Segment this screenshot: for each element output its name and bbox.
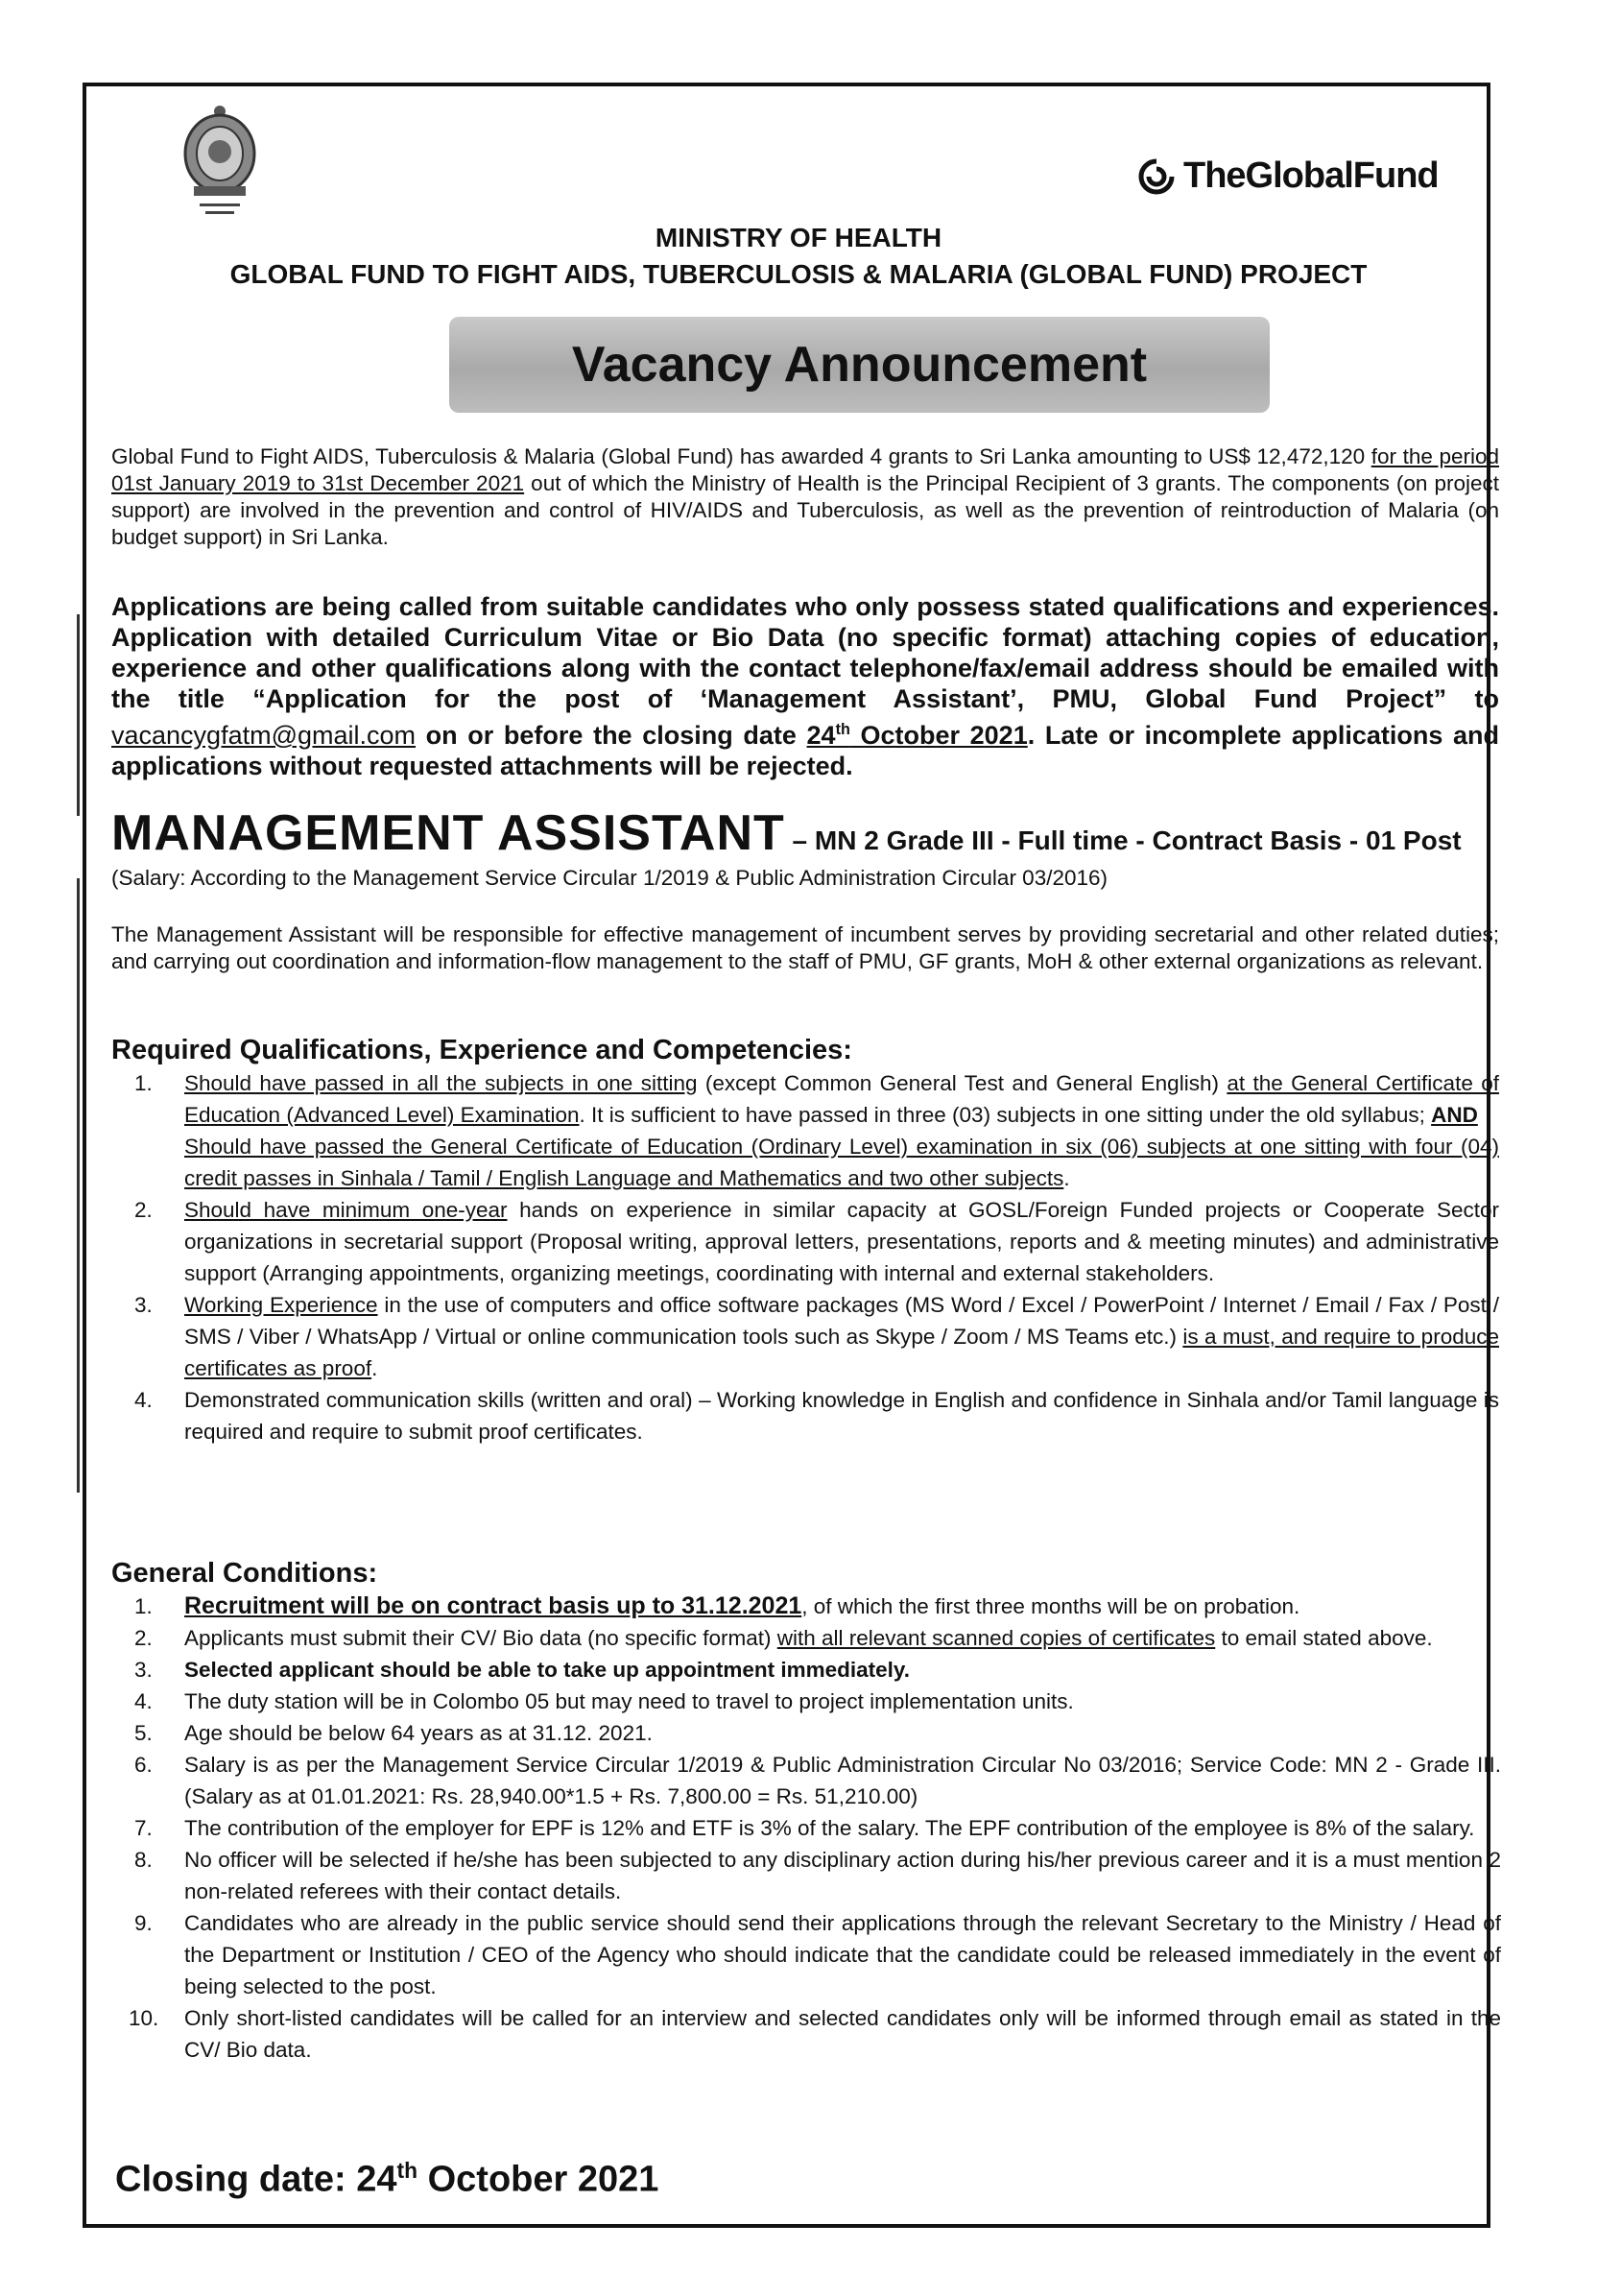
item-number: 3. <box>134 1658 153 1682</box>
condition-item <box>111 1686 1501 1717</box>
q1-text-c: . <box>1063 1166 1070 1190</box>
q3-underline-b: is a must, and require to produce certificates as proof <box>184 1325 1499 1380</box>
c2-text-b: to email stated above. <box>1215 1626 1433 1650</box>
qualification-item <box>111 1289 1499 1384</box>
q1-and: AND <box>1431 1103 1478 1127</box>
c9-text: Candidates who are already in the public service should send their applications through the relevant Secretary to the Ministry / Head of the Department or Institution / CEO of the Agency who should indicate that the candidate could be released immediately in the event of being selected to the post. <box>184 1911 1501 1998</box>
condition-item <box>111 1749 1501 1812</box>
c10-text: Only short-listed candidates will be called for an interview and selected candidates only will be informed through email as stated in the CV/ Bio data. <box>184 2006 1501 2062</box>
post-title-main: MANAGEMENT ASSISTANT <box>111 805 785 861</box>
conditions-heading: General Conditions: <box>111 1558 378 1589</box>
c2-text-a: Applicants must submit their CV/ Bio data (no specific format) <box>184 1626 777 1650</box>
q3-underline-a: Working Experience <box>184 1293 378 1317</box>
item-number: 10. <box>129 2006 159 2030</box>
qualification-item <box>111 1067 1499 1194</box>
condition-item <box>111 1812 1501 1844</box>
item-number: 6. <box>134 1753 153 1777</box>
application-text-c: . Late or incomplete applications and applications without requested attachments will be rejected. <box>111 721 1500 780</box>
c1-bold-underline: Recruitment will be on contract basis up to 31.12.2021 <box>184 1592 802 1619</box>
condition-item <box>111 2002 1501 2066</box>
vacancy-banner-text: Vacancy Announcement <box>571 337 1148 393</box>
closing-label: Closing date: <box>115 2159 357 2200</box>
post-title-sub: – MN 2 Grade III - Full time - Contract Basis - 01 Post <box>784 825 1462 855</box>
vacancy-banner <box>449 317 1270 413</box>
application-email-link[interactable]: vacancygfatm@gmail.com <box>111 721 417 750</box>
c1-text: , of which the first three months will be on probation. <box>801 1594 1300 1618</box>
qualifications-list <box>111 1067 1499 1447</box>
scan-edge-mark <box>77 614 80 816</box>
global-fund-logo <box>1137 155 1439 197</box>
post-salary: (Salary: According to the Management Service Circular 1/2019 & Public Administration Circular 03/2016) <box>111 866 1108 890</box>
item-number: 7. <box>134 1816 153 1840</box>
intro-text-b: out of which the Ministry of Health is the Principal Recipient of 3 grants. The components (on project support) are involved in the prevention and control of HIV/AIDS and Tuberculosis, as well as the prevention of reintroduction of Malaria (on budget support) in Sri Lanka. <box>111 471 1499 549</box>
item-number: 2. <box>134 1626 153 1650</box>
condition-item <box>111 1907 1501 2002</box>
c3-bold: Selected applicant should be able to take up appointment immediately. <box>184 1658 910 1682</box>
global-fund-swirl-icon <box>1137 157 1176 196</box>
q1-underline-b: at the General Certificate of Education (Advanced Level) Examination <box>184 1071 1499 1127</box>
intro-paragraph <box>111 443 1499 551</box>
condition-item <box>111 1717 1501 1749</box>
application-deadline <box>807 721 1028 750</box>
qualification-item <box>111 1194 1499 1289</box>
item-number: 4. <box>134 1388 153 1412</box>
deadline-rest: October 2021 <box>849 721 1028 750</box>
global-fund-logo-text: TheGlobalFund <box>1183 155 1439 196</box>
item-number: 5. <box>134 1721 153 1745</box>
item-number: 1. <box>134 1594 153 1618</box>
item-number: 8. <box>134 1848 153 1872</box>
item-number: 9. <box>134 1911 153 1935</box>
c5-text: Age should be below 64 years as at 31.12. 2021. <box>184 1721 653 1745</box>
deadline-day: 24 <box>806 721 836 750</box>
q2-underline: Should have minimum one-year <box>184 1198 508 1222</box>
c4-text: The duty station will be in Colombo 05 but may need to travel to project implementation units. <box>184 1689 1074 1713</box>
application-text-a: Applications are being called from suitable candidates who only possess stated qualifications and experiences. Application with detailed Curriculum Vitae or Bio Data (no specific format) attaching copies of education, experience and other qualifications along with the contact telephone/fax/email address should be emailed with the title “Application for the post of ‘Management Assistant’, PMU, Global Fund Project” to <box>111 592 1499 713</box>
condition-item <box>111 1590 1501 1622</box>
condition-item <box>111 1654 1501 1686</box>
closing-sup: th <box>396 2158 418 2183</box>
q2-text: hands on experience in similar capacity at GOSL/Foreign Funded projects or Cooperate Sector organizations in secretarial support (Proposal writing, approval letters, presentations, reports and & meeting minutes) and administrative support (Arranging appointments, organizing meetings, coordinating with internal and external stakeholders. <box>184 1198 1499 1285</box>
closing-rest: October 2021 <box>417 2159 659 2200</box>
item-number: 3. <box>134 1293 153 1317</box>
item-number: 2. <box>134 1198 153 1222</box>
intro-period: for the period 01st January 2019 to 31st December 2021 <box>111 444 1499 495</box>
c8-text: No officer will be selected if he/she has been subjected to any disciplinary action during his/her previous career and it is a must mention 2 non-related referees with their contact details. <box>184 1848 1501 1903</box>
qualification-item <box>111 1384 1499 1447</box>
c6-text: Salary is as per the Management Service Circular 1/2019 & Public Administration Circular No 03/2016; Service Code: MN 2 - Grade III. (Salary as at 01.01.2021: Rs. 28,940.00*1.5 + Rs. 7,800.00 = Rs. 51,210.00) <box>184 1753 1501 1808</box>
intro-text-a: Global Fund to Fight AIDS, Tuberculosis & Malaria (Global Fund) has awarded 4 grants to Sri Lanka amounting to US$ 12,472,120 <box>111 444 1371 468</box>
application-text-b: on or before the closing date <box>416 721 807 750</box>
item-number: 1. <box>134 1071 153 1095</box>
deadline-sup: th <box>835 721 850 738</box>
c2-underline: with all relevant scanned copies of certificates <box>776 1626 1216 1650</box>
q3-text-a: in the use of computers and office software packages (MS Word / Excel / PowerPoint / Internet / Email / Fax / Post / SMS / Viber / WhatsApp / Virtual or online communication tools such as Skype / Zoom / MS Teams etc.) <box>184 1293 1500 1349</box>
item-number: 4. <box>134 1689 153 1713</box>
application-paragraph <box>111 591 1499 781</box>
post-title <box>111 804 1462 862</box>
sri-lanka-emblem-icon <box>180 98 259 225</box>
condition-item <box>111 1844 1501 1907</box>
project-heading: GLOBAL FUND TO FIGHT AIDS, TUBERCULOSIS & MALARIA (GLOBAL FUND) PROJECT <box>229 259 1368 289</box>
q1-underline-c: Should have passed the General Certificate of Education (Ordinary Level) examination in six (06) subjects at one sitting with four (04) credit passes in Sinhala / Tamil / English Language and Mathematics and two other subjects <box>184 1135 1499 1190</box>
q1-text-a: (except Common General Test and General English) <box>697 1071 1228 1095</box>
ministry-heading: MINISTRY OF HEALTH <box>655 223 942 252</box>
q3-text-b: . <box>371 1356 378 1380</box>
condition-item <box>111 1622 1501 1654</box>
scan-edge-mark <box>77 878 80 1493</box>
closing-date <box>115 2158 658 2201</box>
conditions-list <box>111 1590 1501 2066</box>
post-description: The Management Assistant will be responsible for effective management of incumbent serves by providing secretarial and other related duties; and carrying out coordination and information-flow management to the staff of PMU, GF grants, MoH & other external organizations as relevant. <box>111 922 1499 973</box>
q1-underline-a: Should have passed in all the subjects in one sitting <box>184 1071 698 1095</box>
qualifications-heading: Required Qualifications, Experience and Competencies: <box>111 1035 852 1065</box>
c7-text: The contribution of the employer for EPF is 12% and ETF is 3% of the salary. The EPF contribution of the employee is 8% of the salary. <box>184 1816 1475 1840</box>
closing-day: 24 <box>356 2159 397 2200</box>
q4-text: Demonstrated communication skills (written and oral) – Working knowledge in English and confidence in Sinhala and/or Tamil language is required and require to submit proof certificates. <box>184 1388 1499 1444</box>
q1-text-b: . It is sufficient to have passed in three (03) subjects in one sitting under the old syllabus; <box>579 1103 1432 1127</box>
